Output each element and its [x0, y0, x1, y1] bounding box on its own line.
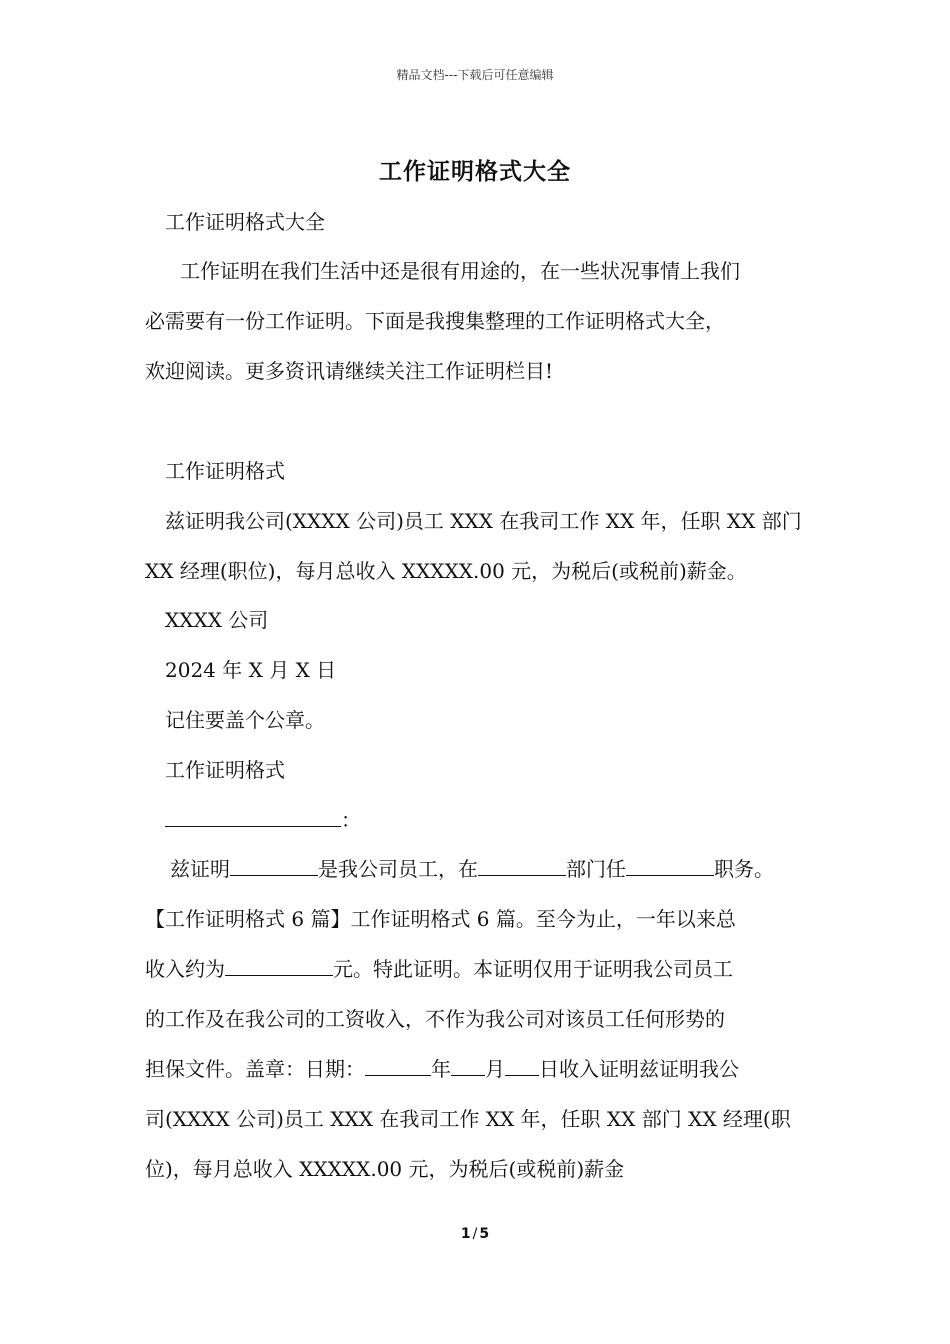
paragraph-line: 位)，每月总收入 XXXXX.00 元，为税后(或税前)薪金 — [145, 1157, 625, 1181]
addressee-line — [165, 806, 361, 834]
page-separator: / — [472, 1226, 478, 1242]
text-segment: 担保文件。盖章：日期： — [145, 1057, 365, 1081]
paragraph-line — [145, 955, 733, 983]
current-page: 1 — [460, 1226, 471, 1242]
paragraph-line: 欢迎阅读。更多资讯请继续关注工作证明栏目! — [145, 359, 554, 383]
paragraph-line — [145, 1055, 739, 1083]
text-segment: 部门任 — [566, 857, 626, 881]
addressee-blank — [165, 806, 341, 827]
text-segment: 收入约为 — [145, 957, 225, 981]
total-pages: 5 — [479, 1226, 490, 1242]
paragraph-line: 必需要有一份工作证明。下面是我搜集整理的工作证明格式大全， — [145, 309, 725, 333]
text-segment: 月 — [485, 1057, 505, 1081]
paragraph-line: 【工作证明格式 6 篇】工作证明格式 6 篇。至今为止，一年以来总 — [145, 907, 736, 931]
department-blank — [478, 855, 566, 876]
position-blank — [626, 855, 714, 876]
day-blank — [505, 1055, 539, 1076]
date-line: 2024 年 X 月 X 日 — [165, 658, 337, 682]
text-segment: 兹证明 — [170, 857, 230, 881]
text-segment: 是我公司员工，在 — [318, 857, 478, 881]
paragraph-line: 兹证明我公司(XXXX 公司)员工 XXX 在我司工作 XX 年，任职 XX 部门 — [165, 509, 802, 533]
paragraph-line: 工作证明在我们生活中还是很有用途的，在一些状况事情上我们 — [180, 259, 740, 283]
income-blank — [225, 955, 333, 976]
section-heading: 工作证明格式大全 — [165, 210, 325, 234]
name-blank — [230, 855, 318, 876]
text-segment: 日收入证明兹证明我公 — [539, 1057, 739, 1081]
paragraph-line: 的工作及在我公司的工资收入，不作为我公司对该员工任何形势的 — [145, 1007, 725, 1031]
text-segment: 职务。 — [714, 857, 774, 881]
page-number — [0, 1226, 950, 1242]
section-heading: 工作证明格式 — [165, 459, 285, 483]
note-line: 记住要盖个公章。 — [165, 708, 325, 732]
paragraph-line: 司(XXXX 公司)员工 XXX 在我司工作 XX 年，任职 XX 部门 XX 经理(职 — [145, 1107, 791, 1131]
year-blank — [365, 1055, 431, 1076]
section-heading: 工作证明格式 — [165, 758, 285, 782]
paragraph-line: XX 经理(职位)，每月总收入 XXXXX.00 元，为税后(或税前)薪金。 — [145, 559, 747, 583]
addressee-colon: ： — [341, 808, 361, 832]
document-title: 工作证明格式大全 — [379, 158, 571, 185]
month-blank — [451, 1055, 485, 1076]
paragraph-line — [170, 855, 774, 883]
company-name: XXXX 公司 — [165, 608, 269, 632]
page-header: 精品文档---下载后可任意编辑 — [396, 68, 554, 82]
text-segment: 元。特此证明。本证明仅用于证明我公司员工 — [333, 957, 733, 981]
text-segment: 年 — [431, 1057, 451, 1081]
